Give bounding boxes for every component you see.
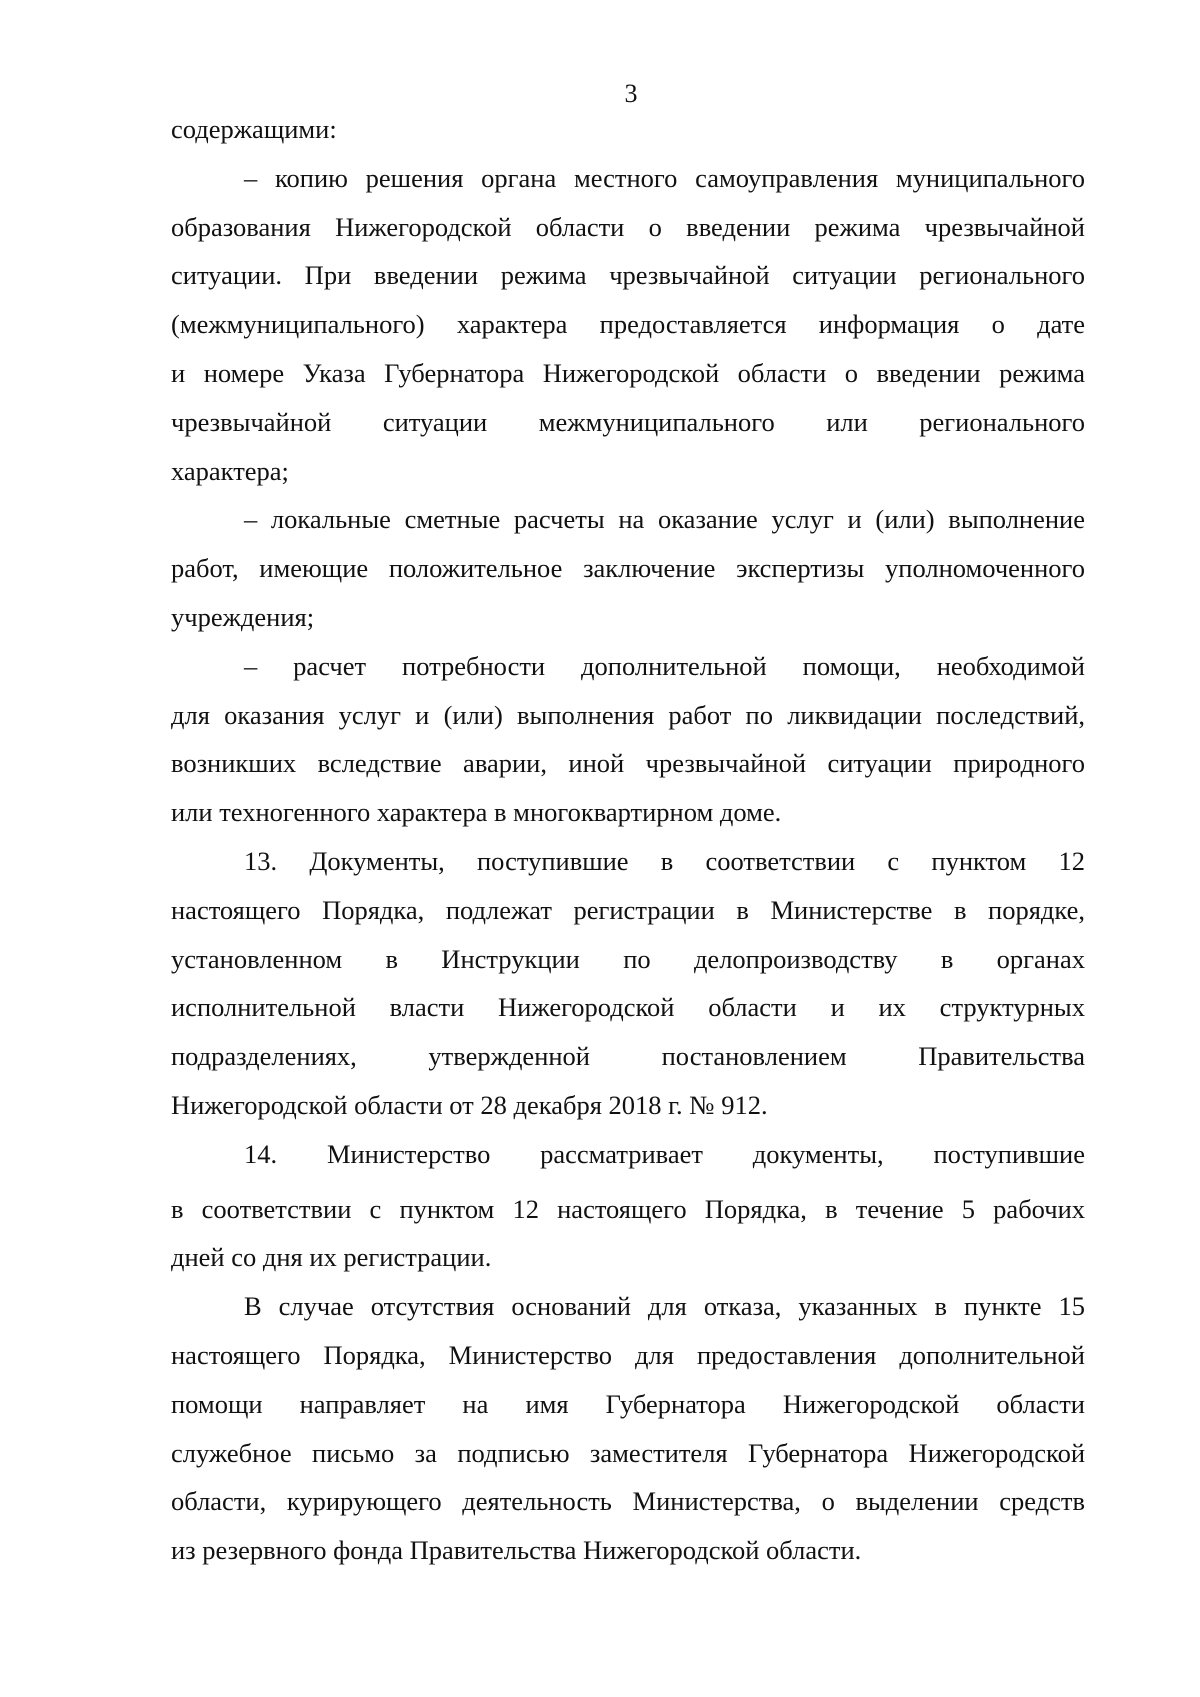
text-line: содержащими: — [171, 114, 337, 144]
text-line: – копию решения органа местного самоуправления муниципального — [244, 162, 1085, 193]
text-line: 14. Министерство рассматривает документы, поступившие — [244, 1138, 1085, 1169]
text-line: установленном в Инструкции по делопроизводству в органах — [171, 943, 1085, 974]
text-line: помощи направляет на имя Губернатора Нижегородской области — [171, 1388, 1085, 1419]
text-line: работ, имеющие положительное заключение экспертизы уполномоченного — [171, 553, 1085, 584]
page-number: 3 — [624, 79, 638, 108]
text-line: (межмуниципального) характера предоставляется информация о дате — [171, 309, 1085, 340]
text-line: 13. Документы, поступившие в соответствии с пунктом 12 — [244, 845, 1085, 876]
text-line: и номере Указа Губернатора Нижегородской области о введении режима — [171, 357, 1085, 388]
text-line: области, курирующего деятельность Министерства, о выделении средств — [171, 1486, 1085, 1517]
text-line: Нижегородской области от 28 декабря 2018 г. № 912. — [171, 1089, 768, 1120]
text-line: ситуации. При введении режима чрезвычайной ситуации регионального — [171, 260, 1085, 291]
text-line: или техногенного характера в многоквартирном доме. — [171, 797, 782, 828]
text-line: для оказания услуг и (или) выполнения работ по ликвидации последствий, — [171, 699, 1085, 730]
text-line: настоящего Порядка, подлежат регистрации в Министерстве в порядке, — [171, 894, 1085, 925]
text-line: дней со дня их регистрации. — [171, 1242, 492, 1273]
document-body — [171, 105, 1085, 1575]
text-line: из резервного фонда Правительства Нижегородской области. — [171, 1535, 862, 1566]
text-line: образования Нижегородской области о введении режима чрезвычайной — [171, 211, 1085, 242]
text-line: возникших вследствие аварии, иной чрезвычайной ситуации природного — [171, 748, 1085, 779]
text-line: исполнительной власти Нижегородской области и их структурных — [171, 992, 1085, 1023]
text-line: характера; — [171, 455, 289, 486]
text-line: учреждения; — [171, 601, 315, 632]
text-line: – расчет потребности дополнительной помощи, необходимой — [244, 650, 1085, 681]
text-line: – локальные сметные расчеты на оказание услуг и (или) выполнение — [244, 504, 1085, 535]
text-line: В случае отсутствия оснований для отказа, указанных в пункте 15 — [244, 1291, 1085, 1322]
text-line: в соответствии с пунктом 12 настоящего Порядка, в течение 5 рабочих — [171, 1193, 1085, 1224]
text-line: настоящего Порядка, Министерство для предоставления дополнительной — [171, 1339, 1085, 1370]
text-line: подразделениях, утвержденной постановлением Правительства — [171, 1041, 1085, 1072]
text-line: служебное письмо за подписью заместителя Губернатора Нижегородской — [171, 1437, 1085, 1468]
text-line: чрезвычайной ситуации межмуниципального или регионального — [171, 406, 1085, 437]
